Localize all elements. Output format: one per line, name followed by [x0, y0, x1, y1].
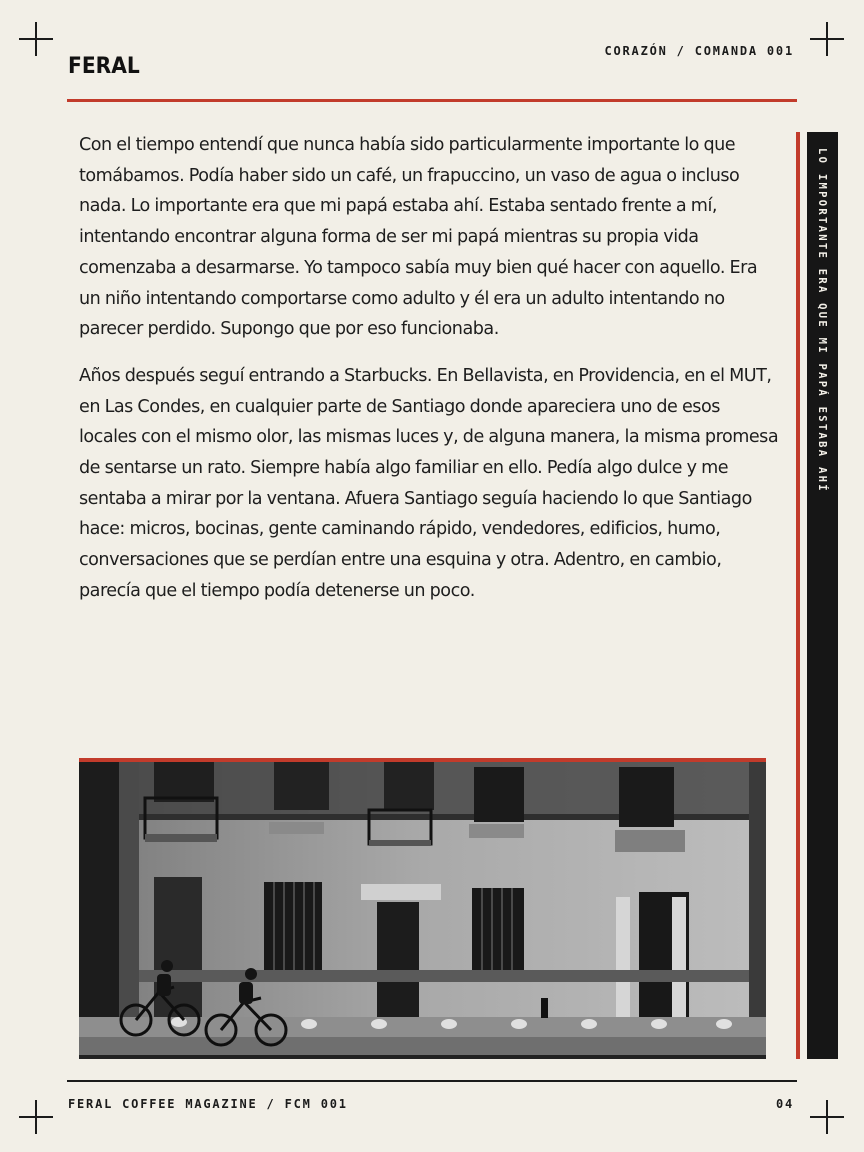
article-body	[79, 130, 779, 623]
paragraph-2: Años después seguí entrando a Starbucks. En Bellavista, en Providencia, en el MUT, en Las Condes, en cualquier parte de Santiago donde apareciera uno de esos locales con el mismo olor, las mismas luces y, de alguna manera, la misma promesa de sentarse un rato. Siempre había algo familiar en ello. Pedía algo dulce y me sentaba a mirar por la ventana. Afuera Santiago seguía haciendo lo que Santiago hace: micros, bocinas, gente caminando rápido, vendedores, edificios, humo, conversaciones que se perdían entre una esquina y otra. Adentro, en cambio, parecía que el tiempo podía detenerse un poco.	[79, 365, 779, 601]
crop-mark-top-left	[19, 22, 53, 56]
street-photo-illustration	[79, 762, 766, 1055]
sidebar-pull-quote: LO IMPORTANTE ERA QUE MI PAPÁ ESTABA AHÍ	[816, 148, 828, 493]
header-divider	[67, 99, 797, 102]
section-label: CORAZÓN / COMANDA 001	[604, 44, 794, 58]
sidebar-accent-line	[796, 132, 800, 1059]
crop-mark-top-right	[810, 22, 844, 56]
crop-mark-bottom-right	[810, 1100, 844, 1134]
page-number: 04	[775, 1097, 794, 1111]
footer-divider	[67, 1080, 797, 1082]
magazine-logo: FERAL	[68, 54, 140, 79]
crop-mark-bottom-left	[19, 1100, 53, 1134]
footer-publication-label: FERAL COFFEE MAGAZINE / FCM 001	[68, 1097, 348, 1111]
street-photo	[79, 758, 766, 1059]
paragraph-1: Con el tiempo entendí que nunca había sido particularmente importante lo que tomábamos. Podía haber sido un café, un frapuccino, un vaso de agua o incluso nada. Lo importante era que mi papá estaba ahí. Estaba sentado frente a mí, intentando encontrar alguna forma de ser mi papá mientras su propia vida comenzaba a desarmarse. Yo tampoco sabía muy bien qué hacer con aquello. Era un niño intentando comportarse como adulto y él era un adulto intentando no parecer perdido. Supongo que por eso funcionaba.	[79, 135, 758, 340]
